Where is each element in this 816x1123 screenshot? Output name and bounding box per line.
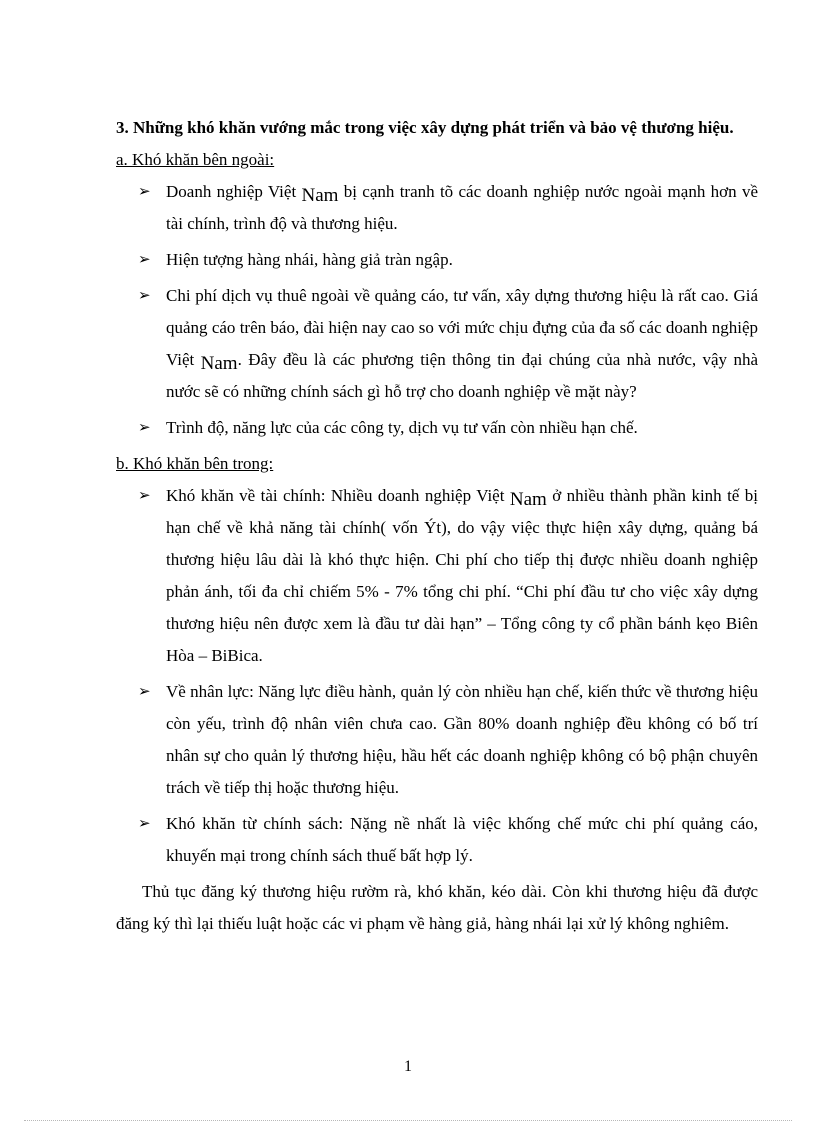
item-text-nam: Nam	[509, 489, 547, 510]
list-item	[116, 280, 758, 408]
closing-paragraph: Thủ tục đăng ký thương hiệu rườm rà, khó khăn, kéo dài. Còn khi thương hiệu đã được đăng ký thì lại thiếu luật hoặc các vi phạm về hàng giả, hàng nhái lại xử lý không nghiêm.	[116, 882, 758, 933]
arrow-bullet-icon: ➢	[138, 684, 151, 700]
arrow-bullet-icon: ➢	[138, 184, 151, 200]
item-text-nam: Nam	[200, 353, 238, 374]
list-item	[116, 244, 758, 276]
section-b-list	[116, 480, 758, 872]
item-text: Hiện tượng hàng nhái, hàng giả tràn ngập.	[166, 250, 453, 269]
arrow-bullet-icon: ➢	[138, 816, 151, 832]
arrow-bullet-icon: ➢	[138, 288, 151, 304]
list-item	[116, 480, 758, 672]
item-text: Chi phí dịch vụ thuê ngoài về quảng cáo, tư vấn, xây dựng thương hiệu là rất cao. Giá quảng cáo trên báo, đài hiện nay cao so với mức chịu đựng của đa số các doanh nghiệp Việt	[166, 286, 758, 369]
arrow-bullet-icon: ➢	[138, 420, 151, 436]
item-text: Doanh nghiệp Việt	[166, 182, 302, 201]
arrow-bullet-icon: ➢	[138, 252, 151, 268]
list-item	[116, 412, 758, 444]
page-number: 1	[404, 1058, 412, 1075]
item-text-nam: Nam	[301, 185, 339, 206]
list-item	[116, 176, 758, 240]
item-text: Về nhân lực: Năng lực điều hành, quản lý còn nhiều hạn chế, kiến thức về thương hiệu còn yếu, trình độ nhân viên chưa cao. Gần 80% doanh nghiệp đều không có bố trí nhân sự cho quản lý thương hiệu, hầu hết các doanh nghiệp không có bộ phận chuyên trách về tiếp thị hoặc thương hiệu.	[166, 682, 758, 797]
item-text: bị cạnh tranh tõ các doanh nghiệp nước ngoài mạnh hơn về tài chính, trình độ và thương hiệu.	[166, 182, 759, 233]
arrow-bullet-icon: ➢	[138, 488, 151, 504]
item-text: . Đây đều là các phương tiện thông tin đại chúng của nhà nước, vậy nhà nước sẽ có những chính sách gì hỗ trợ cho doanh nghiệp về mặt này?	[166, 350, 758, 401]
item-text: Khó khăn từ chính sách: Nặng nề nhất là việc khống chế mức chi phí quảng cáo, khuyến mại trong chính sách thuế bất hợp lý.	[166, 814, 758, 865]
section-a-list	[116, 176, 758, 444]
list-item	[116, 676, 758, 804]
document-body	[116, 112, 758, 940]
section-a-title: a. Khó khăn bên ngoài:	[116, 150, 275, 169]
list-item	[116, 808, 758, 872]
section-heading: 3. Những khó khăn vướng mắc trong việc xây dựng phát triển và bảo vệ thương hiệu.	[116, 118, 734, 137]
item-text: Khó khăn về tài chính: Nhiều doanh nghiệp Việt	[166, 486, 510, 505]
page-bottom-divider	[24, 1120, 792, 1121]
section-b-title: b. Khó khăn bên trong:	[116, 454, 274, 473]
item-text: Trình độ, năng lực của các công ty, dịch vụ tư vấn còn nhiều hạn chế.	[166, 418, 638, 437]
item-text: ở nhiều thành phần kinh tế bị hạn chế về khả năng tài chính( vốn Ýt), do vậy việc thực hiện xây dựng, quảng bá thương hiệu lâu dài là khó thực hiện. Chi phí cho tiếp thị được nhiều doanh nghiệp phản ánh, tối đa chỉ chiếm 5% - 7% tổng chi phí. “Chi phí đầu tư cho việc xây dựng thương hiệu nên được xem là đầu tư dài hạn” – Tổng công ty cổ phần bánh kẹo Biên Hòa – BiBica.	[166, 486, 758, 665]
